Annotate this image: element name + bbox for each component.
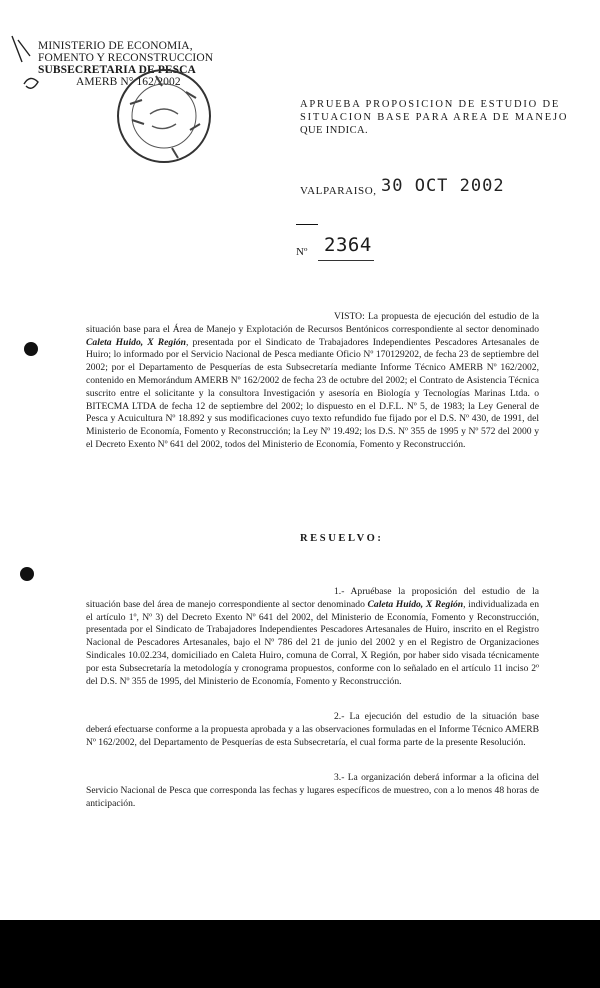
visto-paragraph (86, 311, 539, 452)
subsecretariat-name: SUBSECRETARIA DE PESCA (38, 64, 196, 76)
resolution-item-3 (86, 772, 539, 810)
visto-lead: VISTO: La propuesta de ejecución del estudio de la situación base para el Área de Manejo y Explotación de Recursos Bentónicos correspondiente al sector denominado (86, 311, 539, 335)
receipt-stamp-icon (112, 64, 216, 168)
amerb-code: AMERB N° 162/2002 (76, 76, 181, 88)
number-label: Nº (296, 246, 308, 258)
handwritten-mark-icon (4, 32, 44, 102)
item1-lead: 1.- Apruébase la proposición del estudio de la situación base del área de manejo correspondiente al sector denominado (86, 586, 539, 610)
number-dash (296, 224, 318, 225)
scan-footer-band (0, 920, 600, 988)
resolution-item-1 (86, 586, 539, 688)
visto-sector: Caleta Huido, X Región (86, 336, 186, 348)
ministry-name: MINISTERIO DE ECONOMIA, (38, 40, 193, 52)
punch-hole (20, 567, 34, 581)
item1-sector: Caleta Huido, X Región (367, 598, 464, 610)
item2-text: 2.- La ejecución del estudio de la situación base deberá efectuarse conforme a la propuesta aprobada y a las observaciones formuladas en el Informe Técnico AMERB Nº 162/2002, del Departamento de Pesquerías de esta Subsecretaría, el cual forma parte de la presente Resolución. (86, 711, 539, 748)
item3-text: 3.- La organización deberá informar a la oficina del Servicio Nacional de Pesca que corresponda las fechas y lugares específicos de muestreo, con a lo menos 48 horas de anticipación. (86, 772, 539, 809)
resolution-item-2 (86, 711, 539, 749)
reference-line-3: QUE INDICA. (300, 125, 368, 136)
item1-rest: , individualizada en el artículo 1º, Nº 3) del Decreto Exento Nº 641 del 2002, del Ministerio de Economía, Fomento y Reconstrucción, presentada por el Sindicato de Trabajadores Independientes Pescadores Artesanales de Huiro, inscrito en el Registro Nacional de Pescadores Artesanales, bajo el Nº 786 del 21 de junio del 2002 y en el Registro de Organizaciones Sindicales 10.02.234, domiciliado en Caleta Huiro, comuna de Corral, X Región, por haber sido visada técnicamente por esta Subsecretaría la metodología y cronograma propuestos, conforme con lo señalado en el artículo 11 inciso 2º del D.S. Nº 355 de 1995, del Ministerio de Economía, Fomento y Reconstrucción. (86, 598, 539, 687)
number-underline (318, 260, 374, 261)
reference-line-1: APRUEBA PROPOSICION DE ESTUDIO DE (300, 99, 561, 110)
resuelvo-heading: RESUELVO: (300, 533, 384, 544)
punch-hole (24, 342, 38, 356)
date-stamp: 30 OCT 2002 (381, 176, 505, 196)
ministry-department: FOMENTO Y RECONSTRUCCION (38, 52, 214, 64)
resolution-number: 2364 (324, 234, 372, 256)
visto-rest: , presentada por el Sindicato de Trabajadores Independientes Pescadores Artesanales de Huiro; lo informado por el Servicio Nacional de Pesca mediante Oficio Nº 170129202, de fecha 23 de septiembre del 2002; por el Departamento de Pesquerías de esta Subsecretaría mediante Informe Técnico AMERB Nº 162/2002, contenido en Memorándum AMERB Nº 162/2002 de fecha 23 de octubre del 2002; el Contrato de Asistencia Técnica suscrito entre el solicitante y la consultora Investigación y asesoría en Biología y Tecnologías Marinas Ltda. o BITECMA LTDA de fecha 12 de septiembre del 2002; lo dispuesto en el D.F.L. Nº 5, de 1983; la Ley General de Pesca y Acuicultura Nº 18.892 y sus modificaciones cuyo texto refundido fue fijado por el D.S. Nº 430, de 1991, del Ministerio de Economía, Fomento y Reconstrucción; la Ley Nº 19.492; los D.S. Nº 355 de 1995 y Nº 572 del 2000 y el Decreto Exento Nº 641 del 2002, todos del Ministerio de Economía, Fomento y Reconstrucción. (86, 336, 539, 450)
place-label: VALPARAISO, (300, 185, 377, 197)
reference-line-2: SITUACION BASE PARA AREA DE MANEJO (300, 112, 569, 123)
